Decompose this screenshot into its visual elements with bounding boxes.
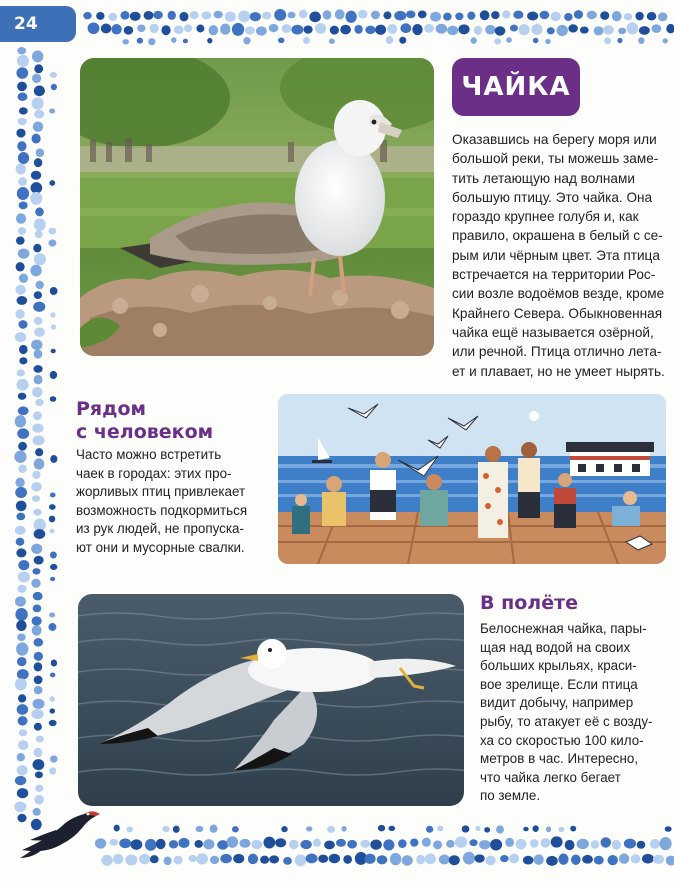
intro-line: чайка ещё называется озёрной, — [452, 324, 654, 340]
flight-line: Белоснежная чайка, пары- — [480, 621, 647, 636]
intro-line: большую птицу. Это чайка. Она — [452, 189, 653, 205]
page-number: 24 — [0, 6, 76, 42]
intro-line: встречается на территории Рос- — [452, 267, 656, 283]
flight-line: вое зрелище. Если птица — [480, 676, 638, 692]
near-people-line: из рук людей, не пропуска- — [76, 521, 244, 537]
intro-line: гораздо крупнее голубя и, как — [452, 209, 639, 225]
photo-gull-flying — [78, 594, 464, 806]
flight-line: по земле. — [480, 788, 541, 804]
intro-line: правило, окрашена в белый с се- — [452, 228, 663, 244]
photo-gull-standing — [80, 58, 434, 356]
intro-line: Оказавшись на берегу моря или — [452, 132, 657, 147]
flight-line: ха со скоростью 100 кило- — [480, 732, 644, 748]
near-people-text — [76, 446, 276, 558]
near-people-line: чаек в городах: этих про- — [76, 465, 232, 481]
flight-text — [480, 620, 674, 806]
heading-line: с человеком — [76, 421, 214, 443]
intro-line: сии возле водоёмов везде, кроме — [452, 286, 665, 302]
intro-line: Крайнего Севера. Обыкновенная — [452, 305, 663, 321]
page-title: ЧАЙКА — [452, 58, 580, 116]
section-heading-near-people — [76, 398, 213, 444]
swallow-icon — [18, 800, 100, 860]
intro-line: большой реки, ты можешь заме- — [452, 151, 659, 167]
flight-line: щая над водой на своих — [480, 639, 631, 655]
section-heading-flight: В полёте — [480, 592, 578, 614]
near-people-line: ют они и мусорные свалки. — [76, 539, 245, 555]
intro-line: рым или чёрным цвет. Эта птица — [452, 247, 660, 263]
near-people-line: Часто можно встретить — [76, 447, 222, 462]
near-people-line: возможность подкормиться — [76, 502, 248, 518]
flight-line: метров в час. Интересно, — [480, 751, 639, 767]
heading-line: Рядом — [76, 398, 147, 420]
intro-line: тить летающую над волнами — [452, 170, 635, 186]
intro-line: или речной. Птица отлично лета- — [452, 344, 662, 360]
near-people-line: жорливых птиц привлекает — [76, 484, 246, 500]
intro-text — [452, 130, 674, 381]
flight-line: больших крыльях, краси- — [480, 658, 637, 674]
flight-line: что чайка легко бегает — [480, 769, 621, 785]
illustration-pier-people — [278, 394, 666, 564]
intro-line: ет и плавает, но не умеет нырять. — [452, 363, 665, 379]
flight-line: рыбу, то атакует её с возду- — [480, 713, 653, 729]
flight-line: видит добычу, например — [480, 695, 634, 711]
